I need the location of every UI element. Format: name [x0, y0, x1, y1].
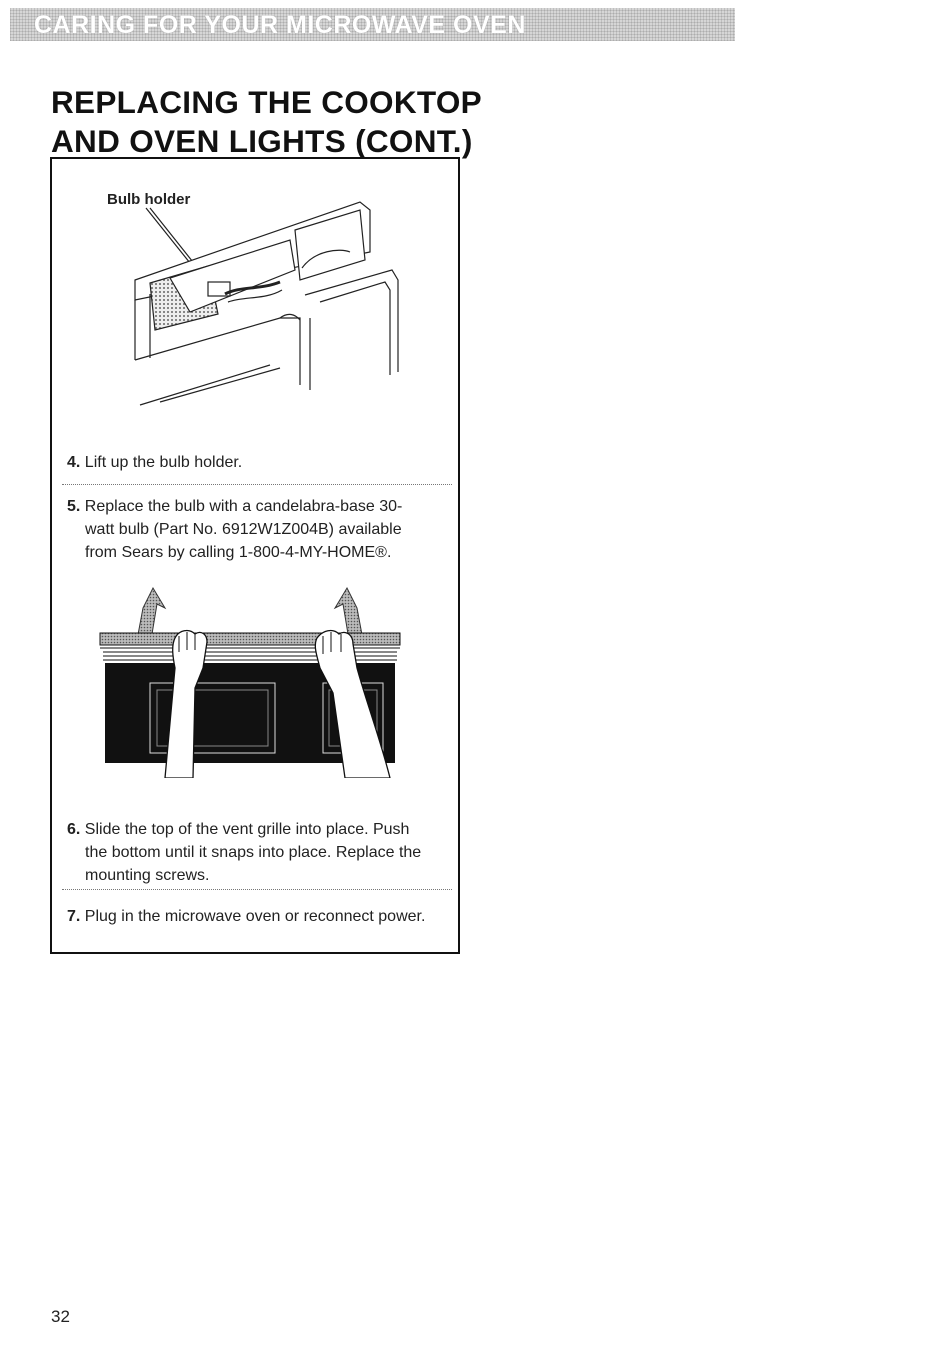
separator [62, 484, 452, 485]
step-7 [67, 905, 451, 928]
bulb-holder-callout: Bulb holder [107, 191, 191, 208]
step-number: 5. [67, 498, 81, 515]
step-text: the bottom until it snaps into place. Replace the [85, 844, 422, 861]
step-text: watt bulb (Part No. 6912W1Z004B) available [85, 521, 402, 538]
step-text: Slide the top of the vent grille into place. Push [84, 821, 410, 838]
step-text: mounting screws. [85, 867, 210, 884]
step-text: from Sears by calling 1-800-4-MY-HOME®. [85, 544, 392, 561]
step-5 [67, 495, 451, 564]
step-4 [67, 451, 451, 474]
section-banner [10, 8, 735, 41]
step-number: 6. [67, 821, 81, 838]
step-text: Replace the bulb with a candelabra-base 30- [84, 498, 403, 515]
page-title-line-2: AND OVEN LIGHTS (CONT.) [51, 123, 473, 159]
section-banner-text: CARING FOR YOUR MICROWAVE OVEN [34, 11, 526, 39]
step-number: 4. [67, 454, 81, 471]
page-title-line-1: REPLACING THE COOKTOP [51, 84, 482, 120]
step-number: 7. [67, 908, 81, 925]
page-number: 32 [51, 1307, 70, 1326]
vent-grille-illustration [95, 578, 405, 778]
bulb-holder-illustration [130, 190, 400, 420]
separator [62, 889, 452, 890]
step-text: Lift up the bulb holder. [84, 454, 243, 471]
page-title [51, 83, 482, 161]
step-6 [67, 818, 451, 887]
step-text: Plug in the microwave oven or reconnect power. [84, 908, 426, 925]
